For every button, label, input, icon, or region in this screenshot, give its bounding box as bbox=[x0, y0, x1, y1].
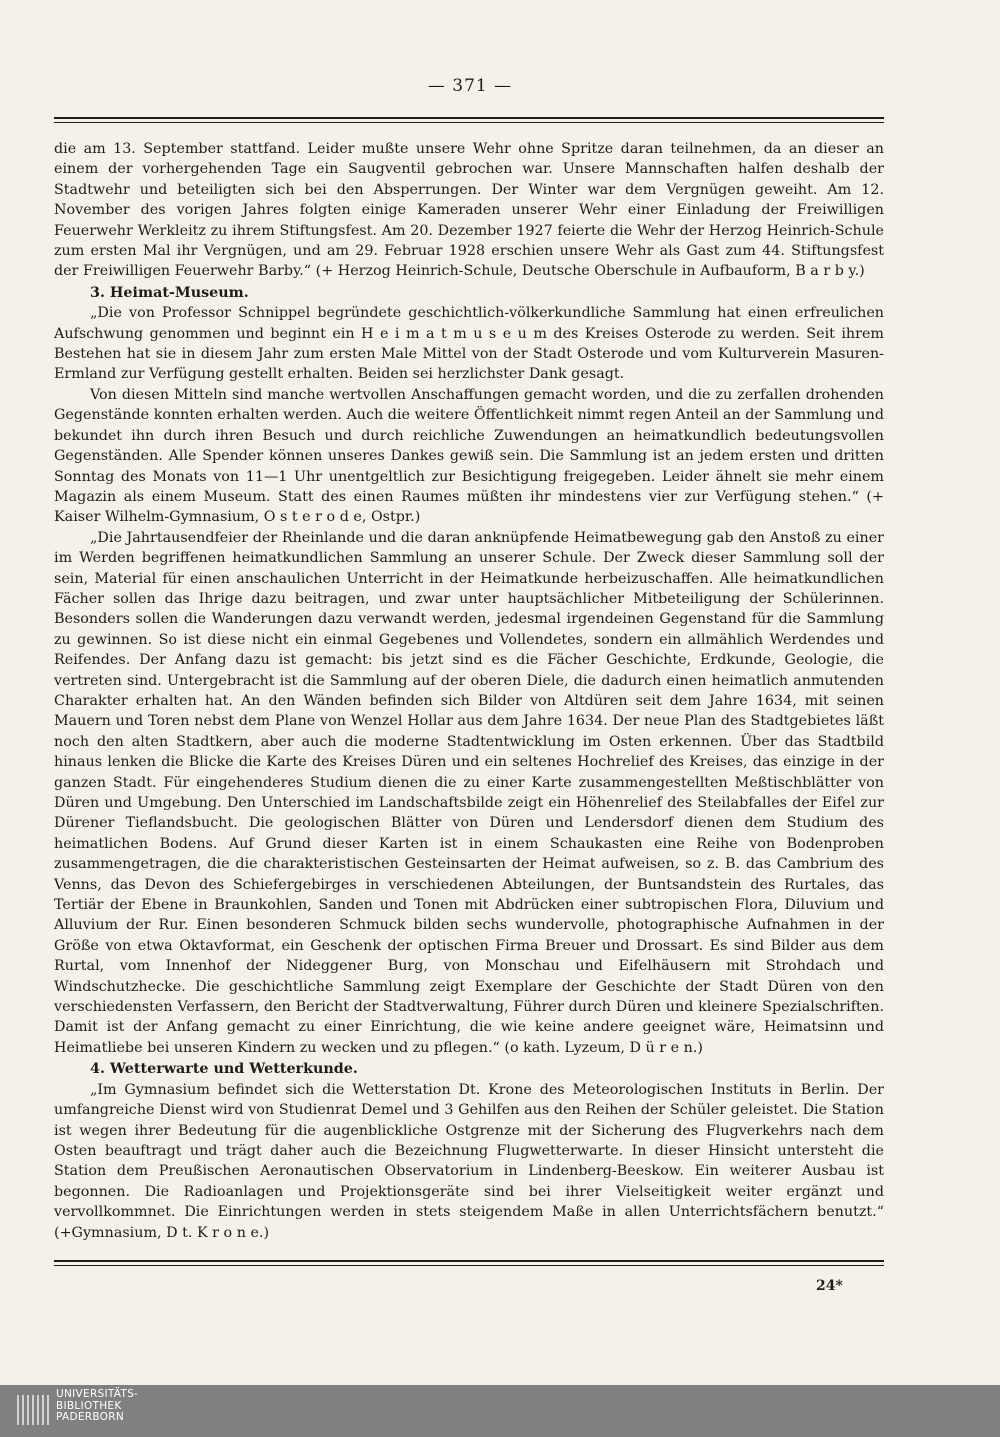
library-logo-icon bbox=[15, 1391, 49, 1429]
library-footer-bar bbox=[0, 1385, 1000, 1437]
header-rule-thick bbox=[54, 117, 884, 119]
paragraph-osterode-1: „Die von Professor Schnippel begründete geschichtlich-völkerkundliche Sammlung hat einen erfreulichen Aufschwung genommen und beginnt ein H e i m a t m u s e u m des Kreises Osterode zu werden. Seit ihrem Bestehen hat sie in diesem Jahr zum ersten Male Mittel von der Stadt Osterode und vom Kulturverein Masuren-Ermland zur Verfügung gestellt erhalten. Beiden sei herzlichster Dank gesagt. bbox=[54, 305, 884, 383]
footer-rule-thick bbox=[54, 1260, 884, 1262]
paragraph-dueren: „Die Jahrtausendfeier der Rheinlande und die daran anknüpfende Heimatbewegung gab den Anstoß zu einer im Werden begriffenen heimatkundlichen Sammlung an unserer Schule. Der Zweck dieser Sammlung soll der sein, Material für einen anschaulichen Unterricht in der Heimatkunde herbeizuschaffen. Alle heimatkundlichen Fächer sollen das Ihrige dazu beitragen, und zwar unter hauptsächlicher Mitbeteiligung der Schülerinnen. Besonders sollen die Wanderungen dazu verwandt werden, jedesmal irgendeinen Gegenstand für die Sammlung zu gewinnen. So ist diese nicht ein einmal Gegebenes und Vollendetes, sondern ein allmählich Werdendes und Reifendes. Der Anfang dazu ist gemacht: bis jetzt sind es die Fächer Geschichte, Erdkunde, Geologie, die vertreten sind. Untergebracht ist die Sammlung auf der oberen Diele, die dadurch einen heimatlich anmutenden Charakter erhalten hat. An den Wänden befinden sich Bilder von Altdüren seit dem Jahre 1634, mit seinen Mauern und Toren nebst dem Plane von Wenzel Hollar aus dem Jahre 1634. Der neue Plan des Stadtgebietes läßt noch den alten Stadtkern, aber auch die moderne Stadtentwicklung im Osten erkennen. Über das Stadtbild hinaus lenken die Blicke die Karte des Kreises Düren und ein seltenes Hochrelief des Kreises, das einzige in der ganzen Stadt. Für eingehenderes Studium dienen die zu einer Karte zusammengestellten Meßtischblätter von Düren und Umgebung. Den Unterschied im Landschaftsbilde zeigt ein Höhenrelief des Steilabfalles der Eifel zur Dürener Tieflandsbucht. Die geologischen Blätter von Düren und Lendersdorf dienen dem Studium des heimatlichen Bodens. Auf Grund dieser Karten ist in einem Schaukasten eine Reihe von Bodenproben zusammengetragen, die die charakteristischen Gesteinsarten der Heimat aufweisen, so z. B. das Cambrium des Venns, das Devon des Schiefergebirges in verschiedenen Abteilungen, der Buntsandstein des Rurtales, das Tertiär der Ebene in Braunkohlen, Sanden und Tonen mit Abdrücken einer subtropischen Flora, Diluvium und Alluvium der Rur. Einen besonderen Schmuck bilden sechs wundervolle, photographische Aufnahmen in der Größe von etwa Oktavformat, ein Geschenk der optischen Firma Breuer und Drossart. Es sind Bilder aus dem Rurtal, vom Innenhof der Nideggener Burg, von Monschau und Eifelhäusern mit Strohdach und Windschutzhecke. Die geschichtliche Sammlung zeigt Exemplare der Geschichte der Stadt Düren von den verschiedensten Verfassern, den Bericht der Stadtverwaltung, Führer durch Düren und kleinere Spezialschriften. Damit ist der Anfang gemacht zu einer Einrichtung, die wie keine andere geeignet wäre, Heimatsinn und Heimatliebe bei unseren Kindern zu wecken und zu pflegen.“ (o kath. Lyzeum, D ü r e n.) bbox=[54, 529, 884, 1056]
paragraph-feuerwehr: die am 13. September stattfand. Leider mußte unsere Wehr ohne Spritze daran teilnehmen, da an dieser an einem der vorhergehenden Tage ein Saugventil gebrochen war. Unsere Mannschaften halfen deshalb der Stadtwehr und beteiligten sich bei den Absperrungen. Der Winter war dem Vergnügen geweiht. Am 12. November des vorigen Jahres folgten einige Kameraden unserer Wehr einer Einladung der Freiwilligen Feuerwehr Werkleitz zu ihrem Stiftungsfest. Am 20. Dezember 1927 feierte die Wehr der Herzog Heinrich-Schule zum ersten Mal ihr Vergnügen, und am 29. Februar 1928 erschien unsere Wehr als Gast zum 44. Stiftungsfest der Freiwilligen Feuerwehr Barby.“ (+ Herzog Heinrich-Schule, Deutsche Oberschule in Aufbauform, B a r b y.) bbox=[54, 141, 884, 280]
signature-mark: 24* bbox=[816, 1278, 843, 1294]
header-rule-thin bbox=[54, 122, 884, 123]
section-heading-heimat-museum: 3. Heimat-Museum. bbox=[90, 284, 249, 301]
library-name-line: PADERBORN bbox=[56, 1411, 124, 1423]
footer-rule-thin bbox=[54, 1265, 884, 1266]
page-number: — 371 — bbox=[427, 76, 513, 96]
library-name bbox=[56, 1389, 138, 1424]
library-name-line: BIBLIOTHEK bbox=[56, 1399, 122, 1412]
section-heading-wetterwarte: 4. Wetterwarte und Wetterkunde. bbox=[90, 1061, 358, 1078]
library-name-line: UNIVERSITÄTS- bbox=[56, 1388, 139, 1400]
paragraph-dt-krone: „Im Gymnasium befindet sich die Wetterstation Dt. Krone des Meteorologischen Instituts in Berlin. Der umfangreiche Dienst wird von Studienrat Demel und 3 Gehilfen aus den Reihen der Schüler geleistet. Die Station ist wegen ihrer Bedeutung für die augenblickliche Ostgrenze mit der Sicherung des Flugverkehrs nach dem Osten beauftragt und trägt daher auch die Bezeichnung Flugwetterwarte. In dieser Hinsicht untersteht die Station dem Preußischen Aeronautischen Observatorium in Lindenberg-Beeskow. Ein weiterer Ausbau ist begonnen. Die Radioanlagen und Projektionsgeräte sind bei ihrer Vielseitigkeit weiter ergänzt und vervollkommnet. Die Einrichtungen werden in stets steigendem Maße in allen Unterrichtsfächern benutzt.“ (+Gymnasium, D t. K r o n e.) bbox=[54, 1081, 884, 1241]
paragraph-osterode-2: Von diesen Mitteln sind manche wertvollen Anschaffungen gemacht worden, und die zu zerfallen drohenden Gegenstände konnten erhalten werden. Auch die weitere Öffentlichkeit nimmt regen Anteil an der Sammlung und bekundet ihn durch ihren Besuch und durch reichliche Zuwendungen an heimatkundlich bedeutungsvollen Gegenständen. Alle Spender können unseres Dankes gewiß sein. Die Sammlung ist an jedem ersten und dritten Sonntag des Monats von 11—1 Uhr unentgeltlich zur Besichtigung freigegeben. Leider ähnelt sie mehr einem Magazin als einem Museum. Statt des einen Raumes müßten ihr mindestens vier zur Verfügung stehen.“ (+ Kaiser Wilhelm-Gymnasium, O s t e r o d e, Ostpr.) bbox=[54, 386, 884, 526]
body-text bbox=[54, 139, 884, 1243]
